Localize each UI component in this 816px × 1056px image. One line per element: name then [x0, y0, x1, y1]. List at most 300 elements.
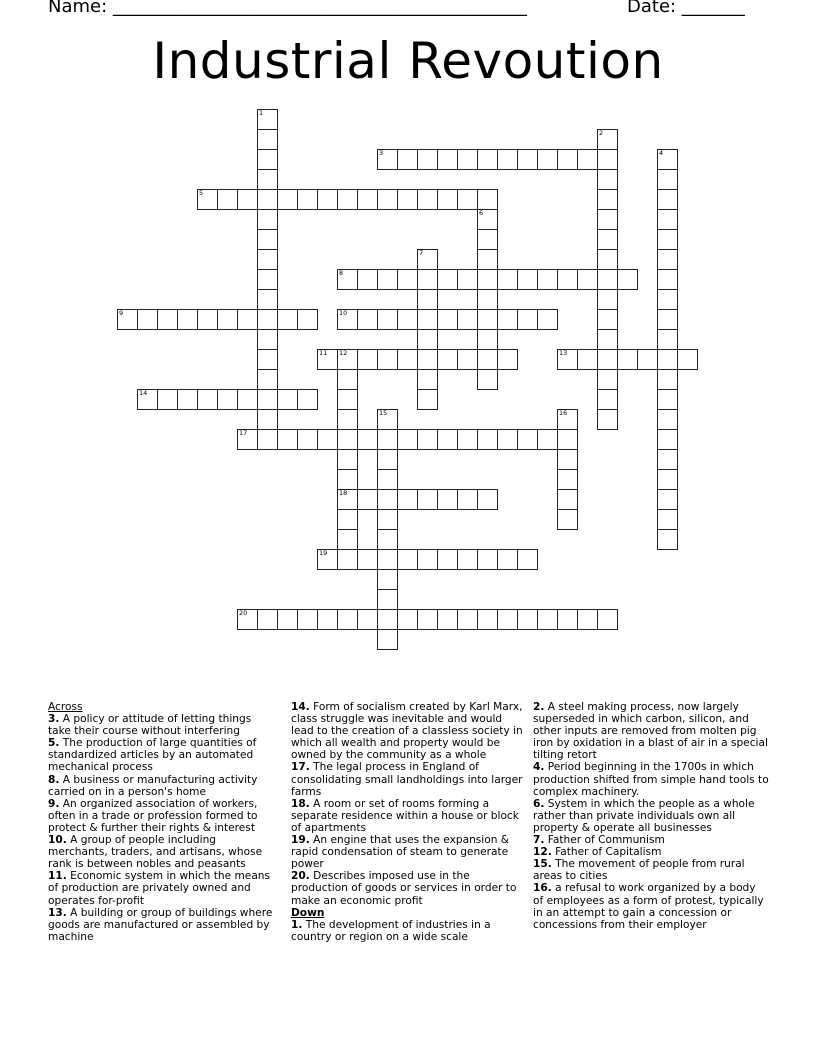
grid-cell[interactable] [257, 409, 278, 430]
name-field-label[interactable]: Name: ______________________________________________ [48, 0, 527, 17]
grid-cell[interactable] [117, 309, 138, 330]
clue-number: 6 [479, 209, 484, 217]
grid-cell[interactable] [257, 609, 278, 630]
grid-cell[interactable] [377, 449, 398, 470]
grid-cell[interactable] [337, 609, 358, 630]
grid-cell[interactable] [237, 609, 258, 630]
grid-cell[interactable] [257, 329, 278, 350]
grid-cell[interactable] [317, 189, 338, 210]
grid-cell[interactable] [337, 309, 358, 330]
grid-cell[interactable] [457, 489, 478, 510]
grid-cell[interactable] [657, 189, 678, 210]
grid-cell[interactable] [337, 389, 358, 410]
clue-number: 18. [291, 797, 310, 810]
grid-cell[interactable] [417, 309, 438, 330]
clue-number: 12. [533, 846, 552, 859]
grid-cell[interactable] [537, 609, 558, 630]
clue-item [533, 882, 769, 930]
grid-cell[interactable] [377, 609, 398, 630]
grid-cell[interactable] [417, 489, 438, 510]
grid-cell[interactable] [277, 189, 298, 210]
grid-cell[interactable] [337, 469, 358, 490]
grid-cell[interactable] [497, 309, 518, 330]
grid-cell[interactable] [517, 269, 538, 290]
grid-cell[interactable] [177, 389, 198, 410]
grid-cell[interactable] [357, 269, 378, 290]
grid-cell[interactable] [657, 289, 678, 310]
grid-cell[interactable] [657, 489, 678, 510]
grid-cell[interactable] [497, 269, 518, 290]
grid-cell[interactable] [397, 609, 418, 630]
grid-cell[interactable] [397, 269, 418, 290]
grid-cell[interactable] [337, 429, 358, 450]
clue-number: 4. [533, 761, 545, 774]
grid-cell[interactable] [257, 369, 278, 390]
grid-cell[interactable] [197, 389, 218, 410]
grid-cell[interactable] [477, 209, 498, 230]
clue-number: 3. [48, 713, 60, 726]
clue-item [48, 713, 274, 737]
grid-cell[interactable] [377, 349, 398, 370]
grid-cell[interactable] [477, 329, 498, 350]
grid-cell[interactable] [597, 249, 618, 270]
grid-cell[interactable] [417, 389, 438, 410]
grid-cell[interactable] [257, 249, 278, 270]
grid-cell[interactable] [537, 269, 558, 290]
across-clue-list [48, 713, 274, 943]
grid-cell[interactable] [597, 329, 618, 350]
grid-cell[interactable] [357, 609, 378, 630]
grid-cell[interactable] [537, 309, 558, 330]
grid-cell[interactable] [417, 269, 438, 290]
grid-cell[interactable] [377, 589, 398, 610]
clue-item [291, 919, 523, 943]
clue-text: A policy or attitude of letting things take their course without interfering [48, 713, 252, 738]
grid-cell[interactable] [597, 269, 618, 290]
grid-cell[interactable] [257, 389, 278, 410]
across-heading: Across [48, 701, 83, 713]
grid-cell[interactable] [377, 489, 398, 510]
grid-cell[interactable] [657, 169, 678, 190]
grid-cell[interactable] [257, 209, 278, 230]
grid-cell[interactable] [457, 189, 478, 210]
grid-cell[interactable] [477, 549, 498, 570]
clue-text: The movement of people from rural areas to cities [533, 858, 745, 883]
grid-cell[interactable] [597, 309, 618, 330]
grid-cell[interactable] [397, 549, 418, 570]
grid-cell[interactable] [557, 269, 578, 290]
grid-cell[interactable] [477, 189, 498, 210]
grid-cell[interactable] [517, 149, 538, 170]
grid-cell[interactable] [397, 149, 418, 170]
grid-cell[interactable] [277, 429, 298, 450]
grid-cell[interactable] [597, 209, 618, 230]
clue-number: 12 [339, 349, 348, 357]
grid-cell[interactable] [377, 469, 398, 490]
grid-cell[interactable] [557, 509, 578, 530]
grid-cell[interactable] [497, 549, 518, 570]
grid-cell[interactable] [357, 489, 378, 510]
grid-cell[interactable] [297, 609, 318, 630]
grid-cell[interactable] [457, 429, 478, 450]
clue-number: 9. [48, 797, 60, 810]
grid-cell[interactable] [257, 349, 278, 370]
grid-cell[interactable] [477, 229, 498, 250]
clue-number: 8. [48, 773, 60, 786]
clue-number: 16. [533, 882, 552, 895]
grid-cell[interactable] [357, 309, 378, 330]
grid-cell[interactable] [577, 609, 598, 630]
grid-cell[interactable] [257, 289, 278, 310]
grid-cell[interactable] [257, 169, 278, 190]
grid-cell[interactable] [557, 469, 578, 490]
clue-number: 13 [559, 349, 568, 357]
grid-cell[interactable] [457, 309, 478, 330]
grid-cell[interactable] [597, 229, 618, 250]
grid-cell[interactable] [657, 329, 678, 350]
grid-cell[interactable] [437, 149, 458, 170]
grid-cell[interactable] [597, 409, 618, 430]
clue-number: 17 [239, 429, 248, 437]
grid-cell[interactable] [257, 229, 278, 250]
grid-cell[interactable] [337, 189, 358, 210]
grid-cell[interactable] [297, 389, 318, 410]
grid-cell[interactable] [337, 269, 358, 290]
clue-number: 15 [379, 409, 388, 417]
grid-cell[interactable] [397, 429, 418, 450]
grid-cell[interactable] [657, 409, 678, 430]
grid-cell[interactable] [537, 429, 558, 450]
clue-text: A room or set of rooms forming a separate residence within a house or block of apartments [291, 797, 519, 834]
grid-cell[interactable] [297, 189, 318, 210]
grid-cell[interactable] [377, 569, 398, 590]
clue-number: 20 [239, 609, 248, 617]
grid-cell[interactable] [257, 149, 278, 170]
grid-cell[interactable] [657, 229, 678, 250]
grid-cell[interactable] [417, 349, 438, 370]
clue-item [291, 761, 523, 797]
grid-cell[interactable] [657, 349, 678, 370]
grid-cell[interactable] [497, 609, 518, 630]
clue-item [291, 834, 523, 870]
grid-cell[interactable] [197, 309, 218, 330]
clue-number: 10 [339, 309, 348, 317]
grid-cell[interactable] [457, 269, 478, 290]
grid-cell[interactable] [297, 429, 318, 450]
grid-cell[interactable] [257, 129, 278, 150]
grid-cell[interactable] [337, 549, 358, 570]
grid-cell[interactable] [337, 529, 358, 550]
grid-cell[interactable] [477, 249, 498, 270]
down-clue-list [291, 919, 523, 943]
clue-item [48, 834, 274, 870]
clue-number: 15. [533, 858, 552, 871]
clue-number: 1. [291, 918, 303, 931]
grid-cell[interactable] [417, 149, 438, 170]
grid-cell[interactable] [417, 249, 438, 270]
grid-cell[interactable] [677, 349, 698, 370]
grid-cell[interactable] [557, 429, 578, 450]
grid-cell[interactable] [417, 369, 438, 390]
grid-cell[interactable] [437, 189, 458, 210]
grid-cell[interactable] [477, 489, 498, 510]
grid-cell[interactable] [557, 349, 578, 370]
grid-cell[interactable] [377, 429, 398, 450]
grid-cell[interactable] [377, 529, 398, 550]
grid-cell[interactable] [457, 149, 478, 170]
clue-text: The production of large quantities of standardized articles by an automated mechanical process [48, 737, 257, 774]
clue-item [48, 870, 274, 906]
grid-cell[interactable] [497, 149, 518, 170]
grid-cell[interactable] [477, 309, 498, 330]
clue-number: 10. [48, 834, 67, 847]
grid-cell[interactable] [157, 389, 178, 410]
clue-number: 2 [599, 129, 604, 137]
grid-cell[interactable] [357, 189, 378, 210]
grid-cell[interactable] [597, 349, 618, 370]
grid-cell[interactable] [377, 549, 398, 570]
clue-number: 2. [533, 701, 545, 713]
grid-cell[interactable] [217, 189, 238, 210]
grid-cell[interactable] [477, 609, 498, 630]
grid-cell[interactable] [437, 309, 458, 330]
grid-cell[interactable] [237, 189, 258, 210]
clue-text: Father of Communism [547, 834, 665, 847]
grid-cell[interactable] [557, 149, 578, 170]
clue-item [533, 701, 769, 761]
clue-number: 6. [533, 797, 545, 810]
clue-text: Economic system in which the means of production are privately owned and operates for-profit [48, 870, 271, 907]
grid-cell[interactable] [477, 149, 498, 170]
grid-cell[interactable] [477, 349, 498, 370]
clue-number: 5 [199, 189, 204, 197]
grid-cell[interactable] [357, 349, 378, 370]
clue-item [48, 798, 274, 834]
grid-cell[interactable] [137, 389, 158, 410]
grid-cell[interactable] [257, 269, 278, 290]
grid-cell[interactable] [517, 609, 538, 630]
grid-cell[interactable] [317, 429, 338, 450]
grid-cell[interactable] [477, 429, 498, 450]
clue-item [533, 761, 769, 797]
clue-number: 17. [291, 761, 310, 774]
grid-cell[interactable] [417, 549, 438, 570]
clue-number: 11. [48, 870, 67, 883]
clue-item [533, 834, 769, 846]
grid-cell[interactable] [577, 149, 598, 170]
grid-cell[interactable] [517, 429, 538, 450]
clue-number: 7. [533, 834, 545, 847]
grid-cell[interactable] [437, 269, 458, 290]
grid-cell[interactable] [657, 149, 678, 170]
grid-cell[interactable] [417, 429, 438, 450]
grid-cell[interactable] [277, 389, 298, 410]
grid-cell[interactable] [277, 309, 298, 330]
grid-cell[interactable] [517, 309, 538, 330]
grid-cell[interactable] [417, 189, 438, 210]
grid-cell[interactable] [357, 429, 378, 450]
grid-cell[interactable] [557, 409, 578, 430]
clue-item [533, 798, 769, 834]
grid-cell[interactable] [257, 309, 278, 330]
grid-cell[interactable] [597, 189, 618, 210]
grid-cell[interactable] [477, 289, 498, 310]
grid-cell[interactable] [497, 429, 518, 450]
grid-cell[interactable] [657, 529, 678, 550]
clue-number: 20. [291, 870, 310, 883]
grid-cell[interactable] [377, 149, 398, 170]
down-clue-list-continued [533, 701, 769, 931]
grid-cell[interactable] [557, 489, 578, 510]
grid-cell[interactable] [617, 269, 638, 290]
grid-cell[interactable] [337, 349, 358, 370]
grid-cell[interactable] [277, 609, 298, 630]
grid-cell[interactable] [437, 549, 458, 570]
page-title: Industrial Revoution [152, 32, 664, 90]
grid-cell[interactable] [197, 189, 218, 210]
clues-column-1 [48, 701, 274, 943]
grid-cell[interactable] [377, 409, 398, 430]
clue-number: 19. [291, 834, 310, 847]
clue-number: 1 [259, 109, 264, 117]
grid-cell[interactable] [657, 269, 678, 290]
grid-cell[interactable] [417, 329, 438, 350]
grid-cell[interactable] [217, 389, 238, 410]
clue-text: Describes imposed use in the production of goods or services in order to make an economic profit [291, 870, 517, 907]
grid-cell[interactable] [617, 349, 638, 370]
grid-cell[interactable] [297, 309, 318, 330]
clues-column-2 [291, 701, 523, 943]
grid-cell[interactable] [137, 309, 158, 330]
clue-number: 11 [319, 349, 328, 357]
grid-cell[interactable] [317, 609, 338, 630]
clue-number: 14 [139, 389, 148, 397]
grid-cell[interactable] [517, 549, 538, 570]
grid-cell[interactable] [657, 469, 678, 490]
grid-cell[interactable] [597, 169, 618, 190]
grid-cell[interactable] [537, 149, 558, 170]
grid-cell[interactable] [157, 309, 178, 330]
grid-cell[interactable] [437, 609, 458, 630]
clue-number: 19 [319, 549, 328, 557]
clue-text: A business or manufacturing activity carried on in a person's home [48, 773, 258, 798]
clue-number: 4 [659, 149, 664, 157]
grid-cell[interactable] [657, 449, 678, 470]
grid-cell[interactable] [457, 549, 478, 570]
grid-cell[interactable] [657, 209, 678, 230]
grid-cell[interactable] [397, 189, 418, 210]
clue-number: 16 [559, 409, 568, 417]
grid-cell[interactable] [237, 429, 258, 450]
grid-cell[interactable] [397, 309, 418, 330]
grid-cell[interactable] [377, 269, 398, 290]
grid-cell[interactable] [417, 289, 438, 310]
grid-cell[interactable] [377, 189, 398, 210]
grid-cell[interactable] [397, 349, 418, 370]
clue-text: A building or group of buildings where goods are manufactured or assembled by machine [48, 906, 273, 943]
clue-text: The development of industries in a country or region on a wide scale [291, 918, 491, 943]
grid-cell[interactable] [557, 609, 578, 630]
grid-cell[interactable] [457, 349, 478, 370]
clue-text: Form of socialism created by Karl Marx, class struggle was inevitable and would lead to the creation of a classless society in which all wealth and property would be owned by the community as a whole [291, 701, 523, 762]
clue-item [291, 701, 523, 761]
clues-column-3 [533, 701, 769, 931]
clue-text: a refusal to work organized by a body of employees as a form of protest, typically in an attempt to gain a concession or concessions from their employer [533, 882, 764, 931]
grid-cell[interactable] [317, 549, 338, 570]
clue-item [533, 858, 769, 882]
grid-cell[interactable] [597, 129, 618, 150]
grid-cell[interactable] [597, 609, 618, 630]
grid-cell[interactable] [377, 629, 398, 650]
date-field-label[interactable]: Date: _______ [627, 0, 745, 17]
grid-cell[interactable] [397, 489, 418, 510]
grid-cell[interactable] [337, 409, 358, 430]
grid-cell[interactable] [597, 389, 618, 410]
clue-item [533, 846, 769, 858]
clue-text: Period beginning in the 1700s in which production shifted from simple hand tools to complex machinery. [533, 761, 769, 798]
grid-cell[interactable] [597, 289, 618, 310]
grid-cell[interactable] [257, 189, 278, 210]
grid-cell[interactable] [577, 269, 598, 290]
grid-cell[interactable] [657, 389, 678, 410]
clue-item [48, 737, 274, 773]
grid-cell[interactable] [377, 509, 398, 530]
grid-cell[interactable] [437, 349, 458, 370]
grid-cell[interactable] [577, 349, 598, 370]
grid-cell[interactable] [477, 369, 498, 390]
clue-number: 7 [419, 249, 424, 257]
grid-cell[interactable] [457, 609, 478, 630]
grid-cell[interactable] [477, 269, 498, 290]
grid-cell[interactable] [257, 429, 278, 450]
clue-item [48, 774, 274, 798]
grid-cell[interactable] [657, 309, 678, 330]
across-clue-list-continued [291, 701, 523, 907]
clue-number: 18 [339, 489, 348, 497]
grid-cell[interactable] [217, 309, 238, 330]
grid-cell[interactable] [657, 429, 678, 450]
grid-cell[interactable] [237, 389, 258, 410]
grid-cell[interactable] [597, 149, 618, 170]
clue-number: 14. [291, 701, 310, 713]
grid-cell[interactable] [437, 429, 458, 450]
grid-cell[interactable] [637, 349, 658, 370]
grid-cell[interactable] [657, 249, 678, 270]
clue-text: An organized association of workers, often in a trade or profession formed to protect & further their rights & interest [48, 797, 258, 834]
grid-cell[interactable] [177, 309, 198, 330]
grid-cell[interactable] [337, 369, 358, 390]
clue-number: 13. [48, 906, 67, 919]
grid-cell[interactable] [237, 309, 258, 330]
grid-cell[interactable] [417, 609, 438, 630]
grid-cell[interactable] [597, 369, 618, 390]
grid-cell[interactable] [437, 489, 458, 510]
clue-number: 8 [339, 269, 344, 277]
clue-text: An engine that uses the expansion & rapid condensation of steam to generate power [291, 834, 510, 871]
grid-cell[interactable] [497, 349, 518, 370]
grid-cell[interactable] [337, 509, 358, 530]
grid-cell[interactable] [557, 449, 578, 470]
clue-text: A group of people including merchants, traders, and artisans, whose rank is between nobles and peasants [48, 834, 263, 871]
grid-cell[interactable] [657, 369, 678, 390]
grid-cell[interactable] [257, 109, 278, 130]
grid-cell[interactable] [357, 549, 378, 570]
grid-cell[interactable] [377, 309, 398, 330]
grid-cell[interactable] [337, 449, 358, 470]
grid-cell[interactable] [337, 489, 358, 510]
grid-cell[interactable] [317, 349, 338, 370]
grid-cell[interactable] [657, 509, 678, 530]
